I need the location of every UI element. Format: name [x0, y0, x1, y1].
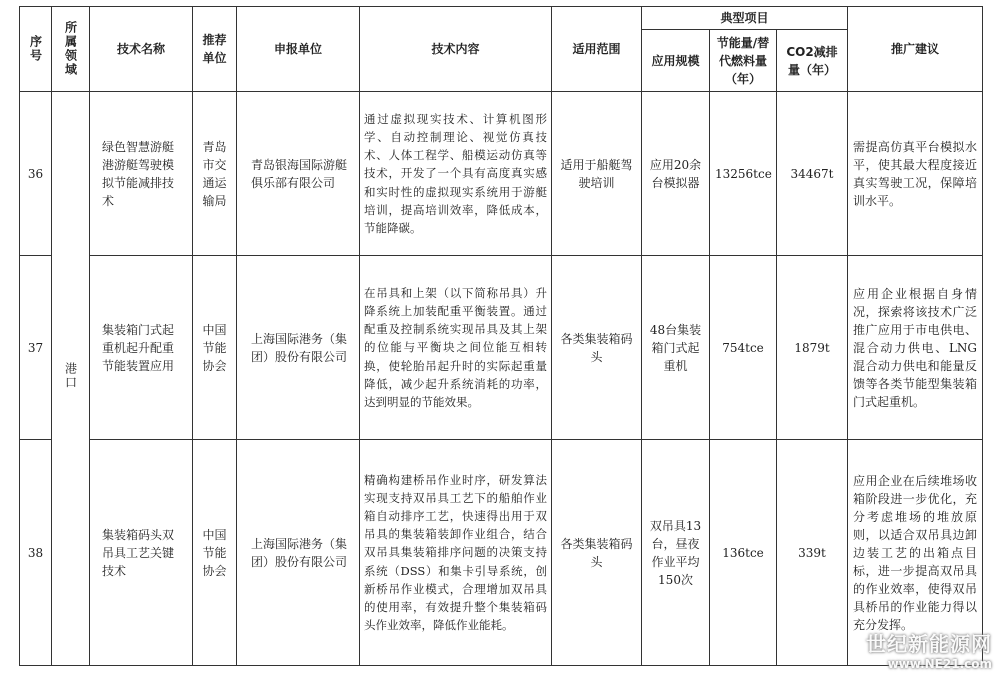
header-no: 序号 [20, 7, 52, 92]
header-scope: 适用范围 [552, 7, 642, 92]
header-app-scale: 应用规模 [642, 30, 710, 92]
tech-content: 通过虚拟现实技术、计算机图形学、自动控制理论、视觉仿真技术、人体工程学、船模运动仿真等技术，开发了一个具有高度真实感和实时性的虚拟现实系统用于游艇培训，提高培训效率，降低成本，节能降碳。 [360, 92, 552, 256]
watermark-title: 世纪新能源网 [866, 632, 992, 656]
row-no: 38 [20, 440, 52, 666]
field-value: 港口 [63, 362, 78, 390]
promotion: 应用企业根据自身情况，探索将该技术广泛推广应用于市电供电、混合动力供电、LNG混合动力供电和能量反馈等各类节能型集装箱门式起重机。 [848, 256, 983, 440]
promotion: 应用企业在后续堆场收箱阶段进一步优化，充分考虑堆场的堆放原则，以适合双吊具边卸边装工艺的出箱点目标，进一步提高双吊具的作业效率，使得双吊具桥吊的作业能力得以充分发挥。 [848, 440, 983, 666]
co2-reduction: 34467t [777, 92, 848, 256]
energy-saving: 754tce [710, 256, 777, 440]
promotion: 需提高仿真平台模拟水平，使其最大程度接近真实驾驶工况，保障培训水平。 [848, 92, 983, 256]
scope: 各类集装箱码头 [552, 256, 642, 440]
recommender: 青岛市交通运输局 [193, 92, 237, 256]
header-promotion: 推广建议 [848, 7, 983, 92]
tech-content: 精确构建桥吊作业时序，研发算法实现支持双吊具工艺下的船舶作业箱自动排序工艺，快速得出用于双吊具的集装箱装卸作业组合，结合双吊具集装箱排序问题的决策支持系统（DSS）和集卡引导系统，创新桥吊作业模式，合理增加双吊具的使用率，有效提升整个集装箱码头作业效率，降低作业能耗。 [360, 440, 552, 666]
co2-reduction: 1879t [777, 256, 848, 440]
recommender: 中国节能协会 [193, 440, 237, 666]
header-applicant: 申报单位 [237, 7, 360, 92]
header-recommender: 推荐单位 [193, 7, 237, 92]
header-energy-saving: 节能量/替代燃料量（年） [710, 30, 777, 92]
table-row [20, 440, 983, 666]
technology-table [19, 6, 983, 666]
table-row [20, 92, 983, 256]
table-row [20, 256, 983, 440]
row-no: 37 [20, 256, 52, 440]
app-scale: 48台集装箱门式起重机 [642, 256, 710, 440]
scope: 适用于船艇驾驶培训 [552, 92, 642, 256]
tech-content: 在吊具和上架（以下简称吊具）升降系统上加装配重平衡装置。通过配重及控制系统实现吊具及其上架的位能与平衡块之间位能互相转换，使轮胎吊起升时的实际起重量降低，减少起升系统消耗的功率，达到明显的节能效果。 [360, 256, 552, 440]
header-content: 技术内容 [360, 7, 552, 92]
field-cell [52, 92, 90, 666]
header-co2: CO2减排量（年） [777, 30, 848, 92]
header-field: 所属领域 [52, 7, 90, 92]
tech-name: 集装箱门式起重机起升配重节能装置应用 [90, 256, 193, 440]
applicant: 上海国际港务（集团）股份有限公司 [237, 440, 360, 666]
app-scale: 应用20余台模拟器 [642, 92, 710, 256]
tech-name: 集装箱码头双吊具工艺关键技术 [90, 440, 193, 666]
energy-saving: 136tce [710, 440, 777, 666]
applicant: 上海国际港务（集团）股份有限公司 [237, 256, 360, 440]
recommender: 中国节能协会 [193, 256, 237, 440]
co2-reduction: 339t [777, 440, 848, 666]
header-typical-project: 典型项目 [642, 7, 848, 30]
header-tech-name: 技术名称 [90, 7, 193, 92]
row-no: 36 [20, 92, 52, 256]
watermark-url: www.NE21.com [887, 657, 992, 671]
app-scale: 双吊具13台，昼夜作业平均150次 [642, 440, 710, 666]
scope: 各类集装箱码头 [552, 440, 642, 666]
watermark [866, 628, 992, 671]
tech-name: 绿色智慧游艇港游艇驾驶模拟节能减排技术 [90, 92, 193, 256]
energy-saving: 13256tce [710, 92, 777, 256]
applicant: 青岛银海国际游艇俱乐部有限公司 [237, 92, 360, 256]
